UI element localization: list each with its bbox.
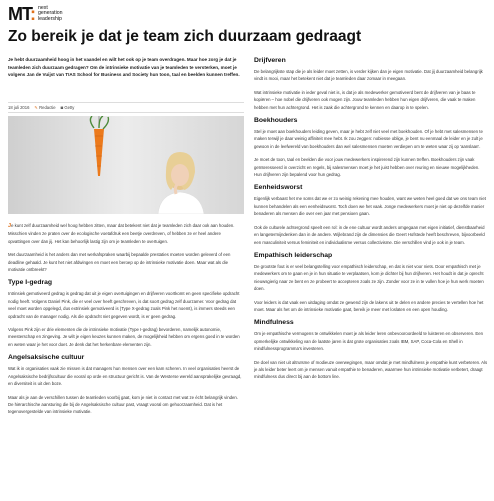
section-heading-drijfveren: Drijfveren xyxy=(254,57,286,64)
section-heading-type-i: Type I-gedrag xyxy=(8,279,53,287)
paragraph: De belangrijkste stap die je als leider moet zetten, is verder kijken dan je eigen motivatie. Dat jij duurzaamheid belangrijk vindt is mooi, maar het betekent niet dat je teamleden daar zomaar in meegaan. xyxy=(254,69,483,82)
article-meta xyxy=(8,102,244,113)
article-title: Zo bereik je dat je team zich duurzaam gedraagt xyxy=(8,28,362,45)
article-body-left xyxy=(8,222,244,422)
article-body-right xyxy=(254,56,488,387)
section-heading-angelsaksisch: Angelsaksische cultuur xyxy=(8,354,85,362)
paragraph: Wat ik in organisaties vaak zie missen is dat managers hun mensen over een kam scheren. In veel organisaties heerst de Angelsaksische bedrijfscultuur die vooral op orde en structuur gericht is. Van de Westerse wereld aansprakelijke gevraagd, en diversiteit is uit den boze. xyxy=(8,366,242,387)
article-date: 18 juli 2016 xyxy=(8,105,30,110)
paragraph: Om je empathische vermogens te ontwikkelen moet je als leider leren onbevooroordeeld te luisteren en observeren. Een opmerkelijke ontwikkeling van de laatste jaren is dat grote organisaties zoals IBM, SAP, Coca-Cola en Shell in mindfulnessprogramma's investeren. xyxy=(254,331,484,352)
hero-illustration xyxy=(8,116,244,214)
paragraph: Eigenlijk verbaast het me soms dat we er zo weinig rekening mee houden, want we weten heel goed dat we ons team niet kunnen behandelen als een eenheidsworst. Toch doen we het vaak. Jonge medewerkers moet je niet op dezelfde manier benaderen als mensen die over een jaar met pensioen gaan. xyxy=(254,196,486,217)
paragraph: Je moet de toon, taal en beelden die voor jouw medewerkers inspirerend zijn kunnen treffen. Boekhouders zijn vaak geïnteresseerd in overzicht en regels, bij salesmensen moet je het juist hebben over reuring en nieuwe mogelijkheden. Hun drijfveren zijn bepalend voor hun gedrag. xyxy=(254,157,480,178)
logo-tagline: next generation leadership xyxy=(38,4,63,22)
paragraph: Wat intrinsieke motivatie in ieder geval niet is, is dat je als medewerker gemotiveerd bent de drijfveren van je baas te kopiëren – hoe nobel die drijfveren ook mogen zijn. Jouw teamleden hebben hun eigen drijfveren, die vaak te maken hebben met hun achtergrond. Het is zaak die achtergrond te kennen en daarop in te spelen. xyxy=(254,89,476,110)
article-lead: Je hebt duurzaamheid hoog in het vaandel en wilt het ook op je team overdragen. Maar hoe zorg je dat je teamleden zich duurzaam gedragen? Om de intrinsieke motivatie van je teamleden te versterken, moet je volgens Jan de Vuijst van TIAS School for Business and Society hun toon, taal en beelden kunnen treffen. xyxy=(8,57,240,78)
site-logo[interactable] xyxy=(8,3,63,25)
hero-image xyxy=(8,116,244,214)
comment-icon: ✎ xyxy=(34,105,38,110)
drop-cap: J xyxy=(8,223,12,229)
section-heading-mindfulness: Mindfulness xyxy=(254,319,294,327)
camera-icon: ◙ xyxy=(60,105,64,110)
paragraph: Maar als je aan de verschillen tussen de teamleden voorbij gaat, kom je niet in contact met wat ze écht belangrijk vinden. De hiërarchische aansturing die bij de Angelsaksische cultuur past, vraagt vooral om gehoorzaamheid. Dat is het tegenovergestelde van intrinsieke motivatie. xyxy=(8,394,239,415)
paragraph: Intrinsiek gemotiveerd gedrag is gedrag dat uit je eigen overtuigingen en drijfveren voortkomt en geen specifieke opdracht nodig heeft. Volgens Daniel Pink, die er veel over heeft geschreven, is dat soort gedrag zelf duurzamer. Voor gedrag dat veel moet worden opgelegd, dus extrinsiek gemotiveerd is (Type X-gedrag zoals Pink het noemt), is immers steeds een opdracht van de manager nodig. Als die opdracht niet gegeven wordt, is er geen gedrag. xyxy=(8,291,240,319)
intro-paragraph: Je kunt zelf duurzaamheid wel hoog hebben zitten, maar dat betekent niet dat je teamleden zich daar ook aan houden. Misschien vinden ze praten over de ecologische voetafdruk een beetje overdreven, of hebben ze er heel andere opvattingen over dan jij. Het kan behoorlijk lastig zijn om je teamleden te overtuigen. xyxy=(8,223,235,244)
image-credit: ◙ Getty xyxy=(60,105,75,110)
paragraph: Met duurzaamheid is het anders dan met werkafspraken waarbij bepaalde prestaties moeten worden geleverd of een deadline gehaald. Je kunt het niet afdwingen en moet een beroep op de intrinsieke motivatie doen. Maar wat als die motivatie ontbreekt? xyxy=(8,252,231,273)
paragraph: Ook de culturele achtergrond speelt een rol: in de ene cultuur wordt anders omgegaan met eigen initiatief, dienstbaarheid en langetermijndenken dan in de andere. Wijlebrand zijn de dimensies die Geert Hofstede heeft beschreven, bijvoorbeeld een masculiniteit versus feminiteit en individualisme versus collectivisme. Die verschillen vind je ook in je team. xyxy=(254,224,485,245)
section-heading-empathisch: Empathisch leiderschap xyxy=(254,251,333,259)
paragraph: De grootste fout is er veel belangstelling voor empathisch leiderschap, en dat is niet voor niets. Door empathisch met je medewerkers om te gaan en je in hun situatie te verplaatsen, kom je dichter bij hun drijfveren. Het houdt in dat je oprecht nieuwsgierig naar ze bent en ze probeert te accepteren zoals ze zijn. Zonder voor ze in te vullen hoe je hun werk moeten doen. xyxy=(254,263,484,292)
paragraph: Stel je moet aan boekhouders leiding geven, maar je hebt zelf niet veel met boekhouden. Of je hebt met salesmensen te maken terwijl je daar weinig affiniteit mee hebt. Ik zou zeggen: nobiesse oblige, je bent nu eenmaal de leider en je zult je gewoon in de leefwereld van boekhouders dan wel salesmensen moeten verdiepen om te weten waar zij op 'aanslaan'. xyxy=(254,129,483,149)
section-heading-eenheidsworst: Eenheidsworst xyxy=(254,184,303,192)
paragraph: De doel van niet uit altruïsme of modieuze overwegingen, maar omdat je met mindfulness je empathie kunt verbeteren. Als je als leider beter leert om je mensen vanuit empathie te benaderen, waarmee hun intrinsieke motivatie verbetert, draagt mindfulness dus direct bij aan de bottom line. xyxy=(254,359,488,380)
logo-mark: MT: xyxy=(8,4,35,24)
section-heading-boekhouders: Boekhouders xyxy=(254,117,298,125)
paragraph: Voor leiders is dat vaak een uitdaging omdat ze gewend zijn de lakens uit te delen en andere precies te vertellen hoe het moet. Maar als het om de intrinsieke motivatie gaat, bereik je meer met loslaten en een open houding. xyxy=(254,299,484,312)
article-author[interactable]: ✎ Redactie xyxy=(34,105,56,110)
paragraph: Volgens Pink zijn er drie elementen die de intrinsieke motivatie (Type I-gedrag) bevorderen, namelijk autonomie, meesterschap en zingeving. Je wilt je eigen keuzes kunnen maken, de mogelijkheid hebben om ergens goed in te worden en weten waar je het voor doet. Je denk dat het herkenbare elementen zijn. xyxy=(8,327,240,347)
